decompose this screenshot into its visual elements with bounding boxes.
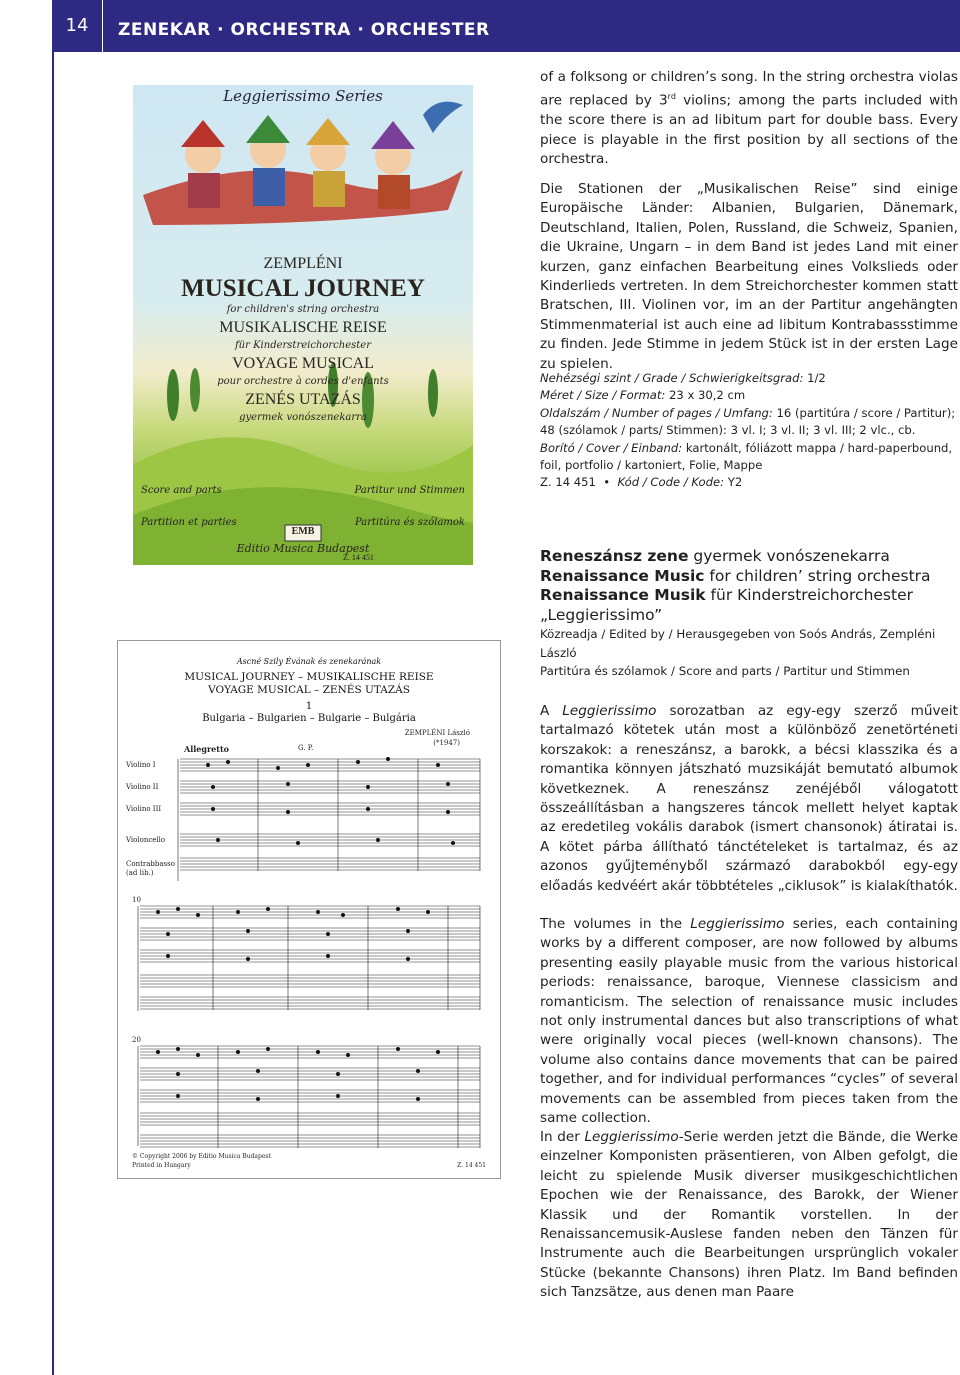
cover-corner-bl: Partition et parties — [141, 517, 237, 528]
cover-title-en: MUSICAL JOURNEY — [181, 275, 425, 302]
cover-title-hu: ZENÉS UTAZÁS — [245, 391, 361, 408]
staff-lines — [118, 641, 500, 1178]
text-de2-series: Leggierissimo — [584, 1129, 679, 1145]
cover-corner-br: Partitúra és szólamok — [355, 517, 465, 528]
code-value: Y2 — [727, 475, 743, 490]
series-name: „Leggierissimo” — [540, 605, 663, 624]
score-printed: Printed in Hungary — [132, 1162, 191, 1169]
paragraph-en-2 — [540, 915, 958, 1128]
pages-value: 16 (partitúra / score / Partitur); 48 (szólamok / parts/ Stimmen): 3 vl. I; 3 vl. II; 3 vl. III; 2 vlc., cb. — [540, 405, 956, 438]
text-en-part-b: violins; among the parts included with the score there is an ad libitum part for double bass. Every piece is playable in the first position by all sections of the orchestra. — [540, 92, 958, 168]
score-tempo: Allegretto — [184, 744, 229, 754]
score-instrument: Contrabbasso — [126, 860, 175, 868]
title-hu-bold: Reneszánsz zene — [540, 547, 689, 565]
score-dedication: Ascné Szily Évának és zenekarának — [236, 657, 382, 666]
format-line: Partitúra és szólamok / Score and parts / Partitur und Stimmen — [540, 664, 910, 678]
score-catalog: Z. 14 451 — [457, 1162, 486, 1169]
size-label: Méret / Size / Format: — [540, 388, 666, 403]
catalog-number: Z. 14 451 — [540, 475, 596, 490]
text-en-part-a: of a folksong or children’s song. In the string orchestra violas are replaced by 3 — [540, 69, 958, 109]
score-number: 1 — [305, 701, 313, 712]
text-en-sup: rd — [667, 92, 676, 102]
score-gp: G. P. — [298, 744, 314, 752]
text-de2-a: In der — [540, 1129, 585, 1145]
title-en-bold: Renaissance Music — [540, 566, 705, 585]
grade-label: Nehézségi szint / Grade / Schwierigkeitsgrad: — [540, 371, 804, 385]
cover-title-fr: VOYAGE MUSICAL — [232, 355, 374, 372]
paragraph-de-2 — [540, 1128, 958, 1303]
product-title-2 — [540, 547, 958, 625]
score-year: (*1947) — [433, 739, 460, 747]
cover-catalog: Z. 14 451 — [343, 553, 374, 562]
paragraph-hu — [540, 702, 958, 896]
cover-publisher: Editio Musica Budapest — [236, 542, 370, 555]
cover-subtitle-de: für Kinderstreichorchester — [234, 340, 371, 351]
score-instrument: Violoncello — [126, 836, 166, 844]
title-en-rest: for children’ string orchestra — [704, 566, 931, 585]
cover-corner-tr: Partitur und Stimmen — [354, 485, 465, 496]
text-en2-b: series, each containing works by a different composer, are now followed by albums presenting easily playable music from the various historical periods: renaissance, baroque, Viennese classicism and romanticism. The selection of renaissance music includes not only instrumental dances but also transcriptions of what were originally vocal pieces (well-known chansons). The volume also contains dance movements that can be paired together, and for individual performances “cycles” of several movements can be assembled from pieces taken from the same collection. — [540, 916, 958, 1127]
page-header — [52, 0, 960, 52]
score-measure-10: 10 — [132, 896, 141, 904]
score-instrument: (ad lib.) — [126, 869, 154, 877]
text-de2-b: -Serie werden jetzt die Bände, die Werke einzelner Komponisten präsentieren, von Alben gefolgt, die leicht zu spielende Musik diverser musikgeschichtlichen Epochen wie der Renaissance, des Barokk, der Wiener Klassik und der Romantik vorstellen. In der Renaissancemusik-Auslese fanden neben den Tänzen für Instrumente auch die Bearbeitungen ursprünglich vokaler Stücke (bekannte Chansons) ihren Platz. Im Band befinden sich Tanzsätze, aus denen man Paare — [540, 1129, 958, 1301]
left-margin-rule — [52, 52, 54, 1375]
paragraph-de: Die Stationen der „Musikalischen Reise” sind einige Europäische Länder: Albanien, Bulgarien, Dänemark, Deutschland, Italien, Polen, Russland, die Schweiz, Spanien, die Ukraine, Ungarn – in dem Band ist jedes Land mit einer kurzen, ganz einfachen Bearbeitung eines Volkslieds oder Kinderlieds vertreten. In dem Streichorchester kommen statt Bratschen, III. Violinen vor, im an der Partitur angehängten Stimmenmaterial ist auch eine ad libitum Kontrabassstimme zu finden. Jede Stimme in jedem Stück ist in der ersten Lage zu spielen. — [540, 181, 958, 372]
score-instrument: Violino II — [126, 783, 159, 791]
code-label: Kód / Code / Kode: — [617, 475, 725, 490]
text-hu-series: Leggierissimo — [562, 703, 657, 719]
cover-subtitle-fr: pour orchestre à cordes d'enfants — [217, 376, 389, 387]
score-instrument: Violino III — [126, 805, 162, 813]
text-en2-series: Leggierissimo — [690, 916, 785, 932]
text-hu-b: sorozatban az egy-egy szerző műveit tartalmazó kötetek után most a különböző zenetörténeti korszakok: a reneszánsz, a barokk, a bécsi klasszika és a romantika könnyen játszható muzsikáját bemutató albumok következnek. A reneszánsz zenéjéből válogatott összeállításban a hangszeres táncok mellett helyet kaptak az eredetileg vokális darabok (ismert chansonok) átiratai is. A kötet párba állítható tánctételeket is tartalmaz, és az azonos gyűjteményből származó darabokból egy-egy előadás kedvéért akár többtételes „ciklusok” is kialakíthatók. — [540, 703, 959, 894]
cover-title-de: MUSIKALISCHE REISE — [219, 319, 387, 336]
cover-composer: ZEMPLÉNI — [263, 255, 343, 272]
size-value: 23 x 30,2 cm — [669, 388, 746, 403]
grade-value: 1/2 — [807, 371, 826, 385]
score-sample-image — [117, 640, 501, 1179]
page-number: 14 — [52, 0, 103, 52]
cover-series-label: Leggierissimo Series — [223, 87, 383, 105]
score-instrument: Violino I — [126, 761, 156, 769]
score-measure-20: 20 — [132, 1036, 141, 1044]
cover-corner-tl: Score and parts — [141, 485, 222, 496]
cover-subtitle-hu: gyermek vonószenekarra — [239, 412, 367, 423]
cover-label: Borító / Cover / Einband: — [540, 440, 683, 455]
title-de-rest: für Kinderstreichorchester — [705, 586, 913, 605]
score-title-line1: MUSICAL JOURNEY – MUSIKALISCHE REISE — [184, 671, 434, 683]
pages-label: Oldalszám / Number of pages / Umfang: — [540, 405, 773, 420]
title-hu-rest: gyermek vonószenekarra — [688, 547, 890, 565]
text-hu-a: A — [540, 703, 563, 719]
cover-publisher-logo: EMB — [291, 526, 315, 537]
cover-subtitle-en: for children's string orchestra — [226, 304, 380, 315]
product-meta-1: Nehézségi szint / Grade / Schwierigkeitsgrad: 1/2 Méret / Size / Format: 23 x 30,2 cm Oldalszám / Number of pages / Umfang: 16 (partitúra / score / Partitur); 48 (szólamok / parts/ Stimmen): 3 vl. I; 3 vl. II; 3 vl. III; 2 vlc., cb. Borító / Cover / Einband: kartonált, fóliázott mappa / hard-paperbound, foil, portfolio / kartoniert, Folie, Mappe Z. 14 451 • Kód / Code / Kode: Y2 — [540, 371, 956, 490]
score-piece: Bulgaria – Bulgarien – Bulgarie – Bulgária — [202, 713, 416, 724]
edited-by: Közreadja / Edited by / Herausgegeben von Soós András, Zempléni László — [540, 627, 936, 660]
score-composer: ZEMPLÉNI László — [404, 729, 470, 737]
running-title: ZENEKAR · ORCHESTRA · ORCHESTER — [118, 20, 490, 40]
text-en2-a: The volumes in the — [540, 916, 691, 932]
cover-value: kartonált, fóliázott mappa / hard-paperbound, foil, portfolio / kartoniert, Folie, Mappe — [540, 440, 953, 473]
score-copyright: © Copyright 2006 by Editio Musica Budapest — [132, 1153, 271, 1160]
score-title-line2: VOYAGE MUSICAL – ZENÉS UTAZÁS — [208, 684, 410, 696]
title-de-bold: Renaissance Musik — [540, 586, 706, 605]
paragraph-en-continued — [540, 68, 958, 170]
cover-image — [133, 85, 473, 565]
